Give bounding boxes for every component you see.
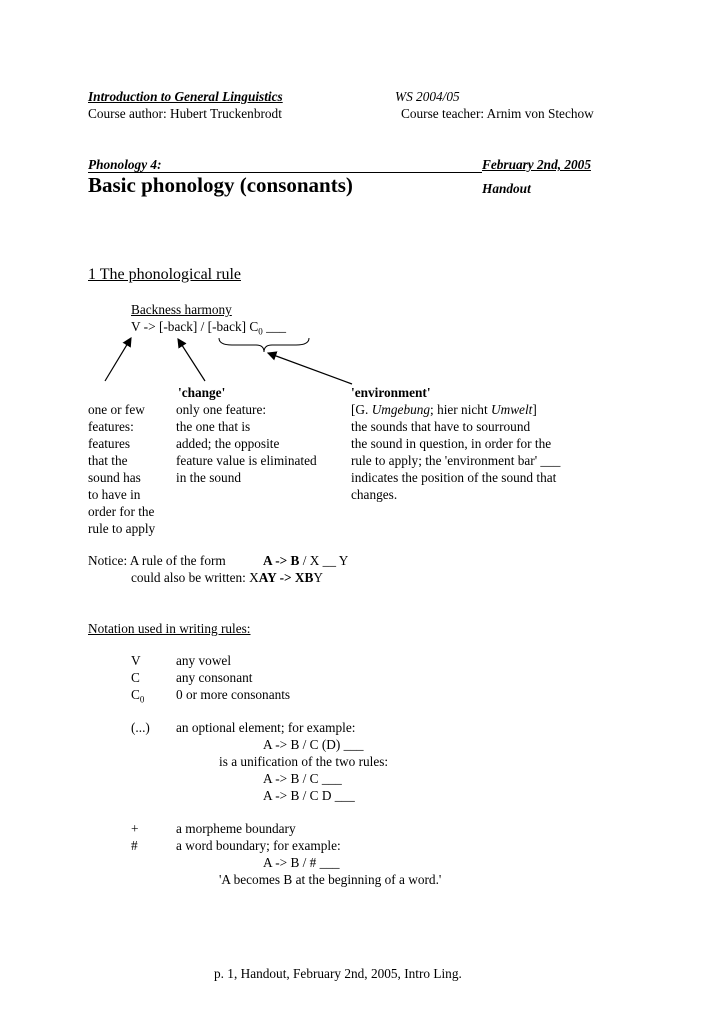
- notice-rule-part: A: [258, 570, 268, 585]
- notation-union-text: is a unification of the two rules:: [219, 754, 389, 769]
- page-footer: p. 1, Handout, February 2nd, 2005, Intro Ling.: [214, 966, 462, 981]
- notice-line-2: [131, 569, 323, 586]
- notation-heading: Notation used in writing rules:: [88, 621, 251, 636]
- notice-rule-part: Y: [313, 570, 324, 585]
- notice-rule-part: / X __ Y: [299, 553, 349, 568]
- left-column: [88, 401, 155, 537]
- rule-name: Backness harmony: [131, 302, 232, 317]
- env-gloss-part: ; hier nicht: [430, 402, 491, 417]
- section-heading: 1 The phonological rule: [88, 266, 241, 283]
- notation-description: a morpheme boundary: [176, 821, 296, 836]
- topic-date: February 2nd, 2005: [482, 157, 591, 172]
- semester: WS 2004/05: [395, 89, 460, 104]
- environment-line: the sound in question, in order for the: [351, 436, 552, 451]
- notation-description: an optional element; for example:: [176, 720, 356, 735]
- left-line: one or few: [88, 402, 145, 417]
- environment-gloss-line: [351, 401, 560, 418]
- course-author: Course author: Hubert Truckenbrodt: [88, 106, 282, 121]
- environment-heading: 'environment': [351, 385, 431, 400]
- left-line: features:: [88, 419, 134, 434]
- change-column: [176, 401, 317, 486]
- rule-formula-blank: ___: [266, 319, 287, 334]
- change-line: only one feature:: [176, 402, 267, 417]
- change-heading: 'change': [178, 385, 226, 400]
- change-line: added; the opposite: [176, 436, 280, 451]
- env-gloss-part: ]: [532, 402, 537, 417]
- notation-description: a word boundary; for example:: [176, 838, 341, 853]
- notice-rule-part: X: [249, 570, 259, 585]
- notice-rule-part: B: [304, 570, 314, 585]
- notation-symbol-subscript: 0: [139, 694, 145, 705]
- change-line: the one that is: [176, 419, 251, 434]
- topic-label: Phonology 4:: [88, 157, 162, 172]
- left-line: sound has: [88, 470, 141, 485]
- rule-formula-main: V -> [-back] / [-back] C: [131, 319, 259, 334]
- handout-label: Handout: [482, 181, 531, 196]
- left-line: to have in: [88, 487, 141, 502]
- env-gloss-part: [G.: [351, 402, 372, 417]
- environment-line: changes.: [351, 487, 398, 502]
- notation-example: A -> B / # ___: [263, 855, 340, 870]
- notation-symbol: +: [131, 821, 139, 836]
- notation-symbol: [131, 686, 144, 703]
- left-line: features: [88, 436, 131, 451]
- notice-rule-part: Y -> X: [267, 570, 305, 585]
- left-line: rule to apply: [88, 521, 156, 536]
- notice-rule-part: A ->: [263, 553, 291, 568]
- notation-symbol: C: [131, 670, 140, 685]
- notice-rule-part: B: [290, 553, 300, 568]
- notation-gloss: 'A becomes B at the beginning of a word.': [219, 872, 442, 887]
- environment-line: indicates the position of the sound that: [351, 470, 557, 485]
- env-gloss-term: Umwelt: [490, 402, 533, 417]
- environment-line: rule to apply; the 'environment bar' ___: [351, 453, 561, 468]
- course-teacher: Course teacher: Arnim von Stechow: [401, 106, 594, 121]
- notation-description: any consonant: [176, 670, 253, 685]
- notation-description: 0 or more consonants: [176, 687, 291, 702]
- left-line: that the: [88, 453, 128, 468]
- env-gloss-term: Umgebung: [371, 402, 431, 417]
- change-line: feature value is eliminated: [176, 453, 317, 468]
- environment-line: the sounds that have to sourround: [351, 419, 531, 434]
- left-line: order for the: [88, 504, 155, 519]
- notation-description: any vowel: [176, 653, 232, 668]
- notation-symbol: #: [131, 838, 138, 853]
- notation-example: A -> B / C ___: [263, 771, 342, 786]
- page-title: Basic phonology (consonants): [88, 173, 353, 197]
- rule-formula-subscript: 0: [258, 326, 263, 337]
- notation-example: A -> B / C (D) ___: [263, 737, 364, 752]
- change-line: in the sound: [176, 470, 242, 485]
- notation-symbol-main: C: [131, 687, 140, 702]
- environment-column: [351, 401, 560, 503]
- course-title: Introduction to General Linguistics: [88, 89, 283, 104]
- notice-rule-1: [263, 552, 348, 569]
- notation-symbol: V: [131, 653, 141, 668]
- notation-example: A -> B / C D ___: [263, 788, 355, 803]
- notice-prefix: Notice: A rule of the form: [88, 553, 226, 568]
- notice-line2-prefix: could also be written:: [131, 570, 246, 585]
- notation-symbol: (...): [131, 720, 150, 735]
